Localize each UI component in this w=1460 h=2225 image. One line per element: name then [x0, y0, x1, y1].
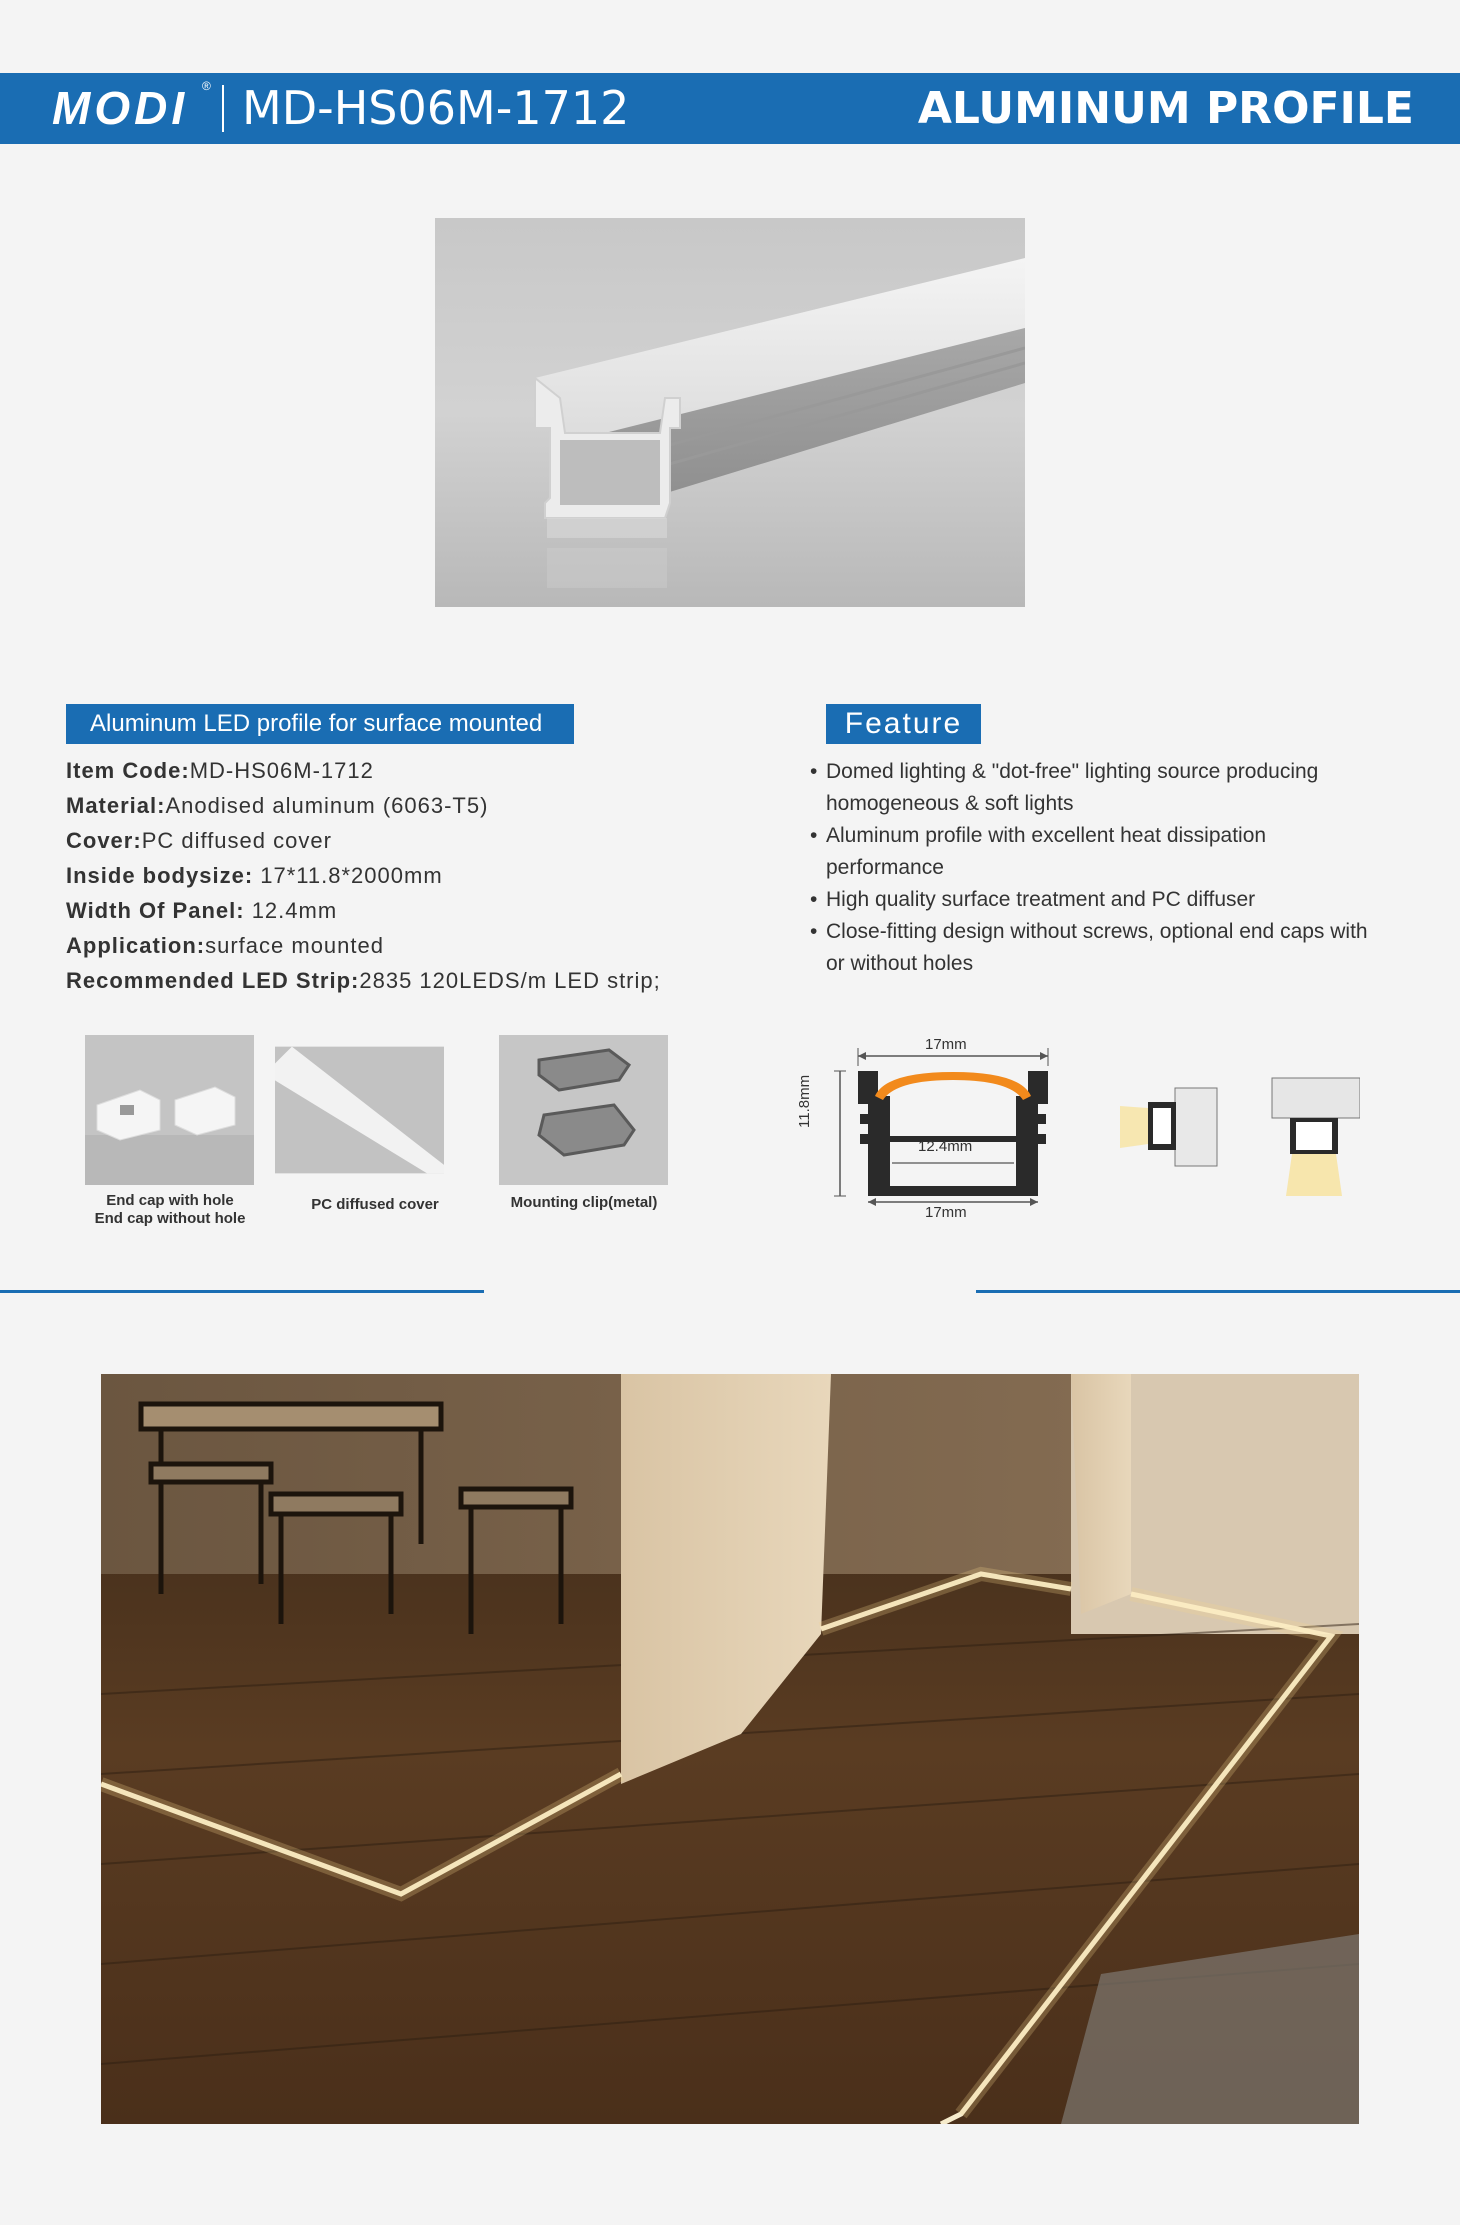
- product-category: ALUMINUM PROFILE: [917, 83, 1414, 134]
- spec-value: 12.4mm: [244, 898, 338, 923]
- end-cap-image: [85, 1035, 254, 1185]
- spec-label: Material:: [66, 793, 166, 818]
- dim-height: 11.8mm: [796, 1074, 813, 1128]
- dim-top-width: 17mm: [925, 1036, 967, 1053]
- feature-item: • Domed lighting & "dot-free" lighting source producing homogeneous & soft lights: [810, 760, 1319, 815]
- feature-item: • Close-fitting design without screws, optional end caps with or without holes: [810, 920, 1368, 975]
- product-hero-image: [435, 218, 1025, 607]
- spec-value: 17*11.8*2000mm: [253, 863, 443, 888]
- header-bar: [0, 73, 1460, 144]
- brand-logo: MODI: [52, 82, 189, 134]
- spec-led-strip: [66, 968, 661, 994]
- spec-material: [66, 793, 488, 819]
- spec-label: Application:: [66, 933, 206, 958]
- spec-label: Cover:: [66, 828, 142, 853]
- pc-cover-image: [275, 1035, 444, 1185]
- mounting-clip-image: [499, 1035, 668, 1185]
- spec-panel-width: [66, 898, 337, 924]
- spec-label: Inside bodysize:: [66, 863, 254, 888]
- spec-item-code: [66, 758, 374, 784]
- spec-value: PC diffused cover: [141, 828, 332, 853]
- spec-label: Item Code:: [66, 758, 190, 783]
- spec-label: Width Of Panel:: [66, 898, 245, 923]
- dim-panel-width: 12.4mm: [918, 1138, 973, 1155]
- feature-item: • Aluminum profile with excellent heat dissipation performance: [810, 824, 1267, 879]
- spec-label: Recommended LED Strip:: [66, 968, 360, 993]
- spec-inside-bodysize: [66, 863, 443, 889]
- spec-application: [66, 933, 384, 959]
- spec-cover: [66, 828, 332, 854]
- spec-value: Anodised aluminum (6063-T5): [165, 793, 489, 818]
- spec-value: MD-HS06M-1712: [189, 758, 374, 783]
- feature-text: High quality surface treatment and PC diffuser: [826, 888, 1256, 911]
- end-cap-caption: [70, 1192, 270, 1228]
- spec-value: surface mounted: [205, 933, 384, 958]
- feature-item: • High quality surface treatment and PC diffuser: [810, 888, 1256, 911]
- registered-mark: ®: [202, 79, 211, 93]
- section-rule-left: [0, 1290, 484, 1293]
- header-divider: [222, 85, 224, 132]
- feature-text: Domed lighting & "dot-free" lighting source producing homogeneous & soft lights: [826, 760, 1319, 815]
- model-number: MD-HS06M-1712: [242, 81, 630, 135]
- feature-text: Close-fitting design without screws, optional end caps with or without holes: [826, 920, 1368, 975]
- dim-bottom-width: 17mm: [925, 1204, 967, 1221]
- feature-text: Aluminum profile with excellent heat dissipation performance: [826, 824, 1267, 879]
- mounting-clip-caption: Mounting clip(metal): [510, 1194, 658, 1211]
- caption-line: End cap without hole: [94, 1210, 246, 1227]
- caption-line: End cap with hole: [106, 1192, 234, 1209]
- cross-section-diagram: [820, 1036, 1360, 1216]
- section-rule-right: [976, 1290, 1460, 1293]
- spec-value: 2835 120LEDS/m LED strip;: [359, 968, 661, 993]
- application-scene-image: [101, 1374, 1359, 2124]
- profile-subtitle: Aluminum LED profile for surface mounted: [66, 704, 574, 744]
- feature-title: Feature: [826, 704, 981, 744]
- pc-cover-caption: PC diffused cover: [311, 1196, 439, 1213]
